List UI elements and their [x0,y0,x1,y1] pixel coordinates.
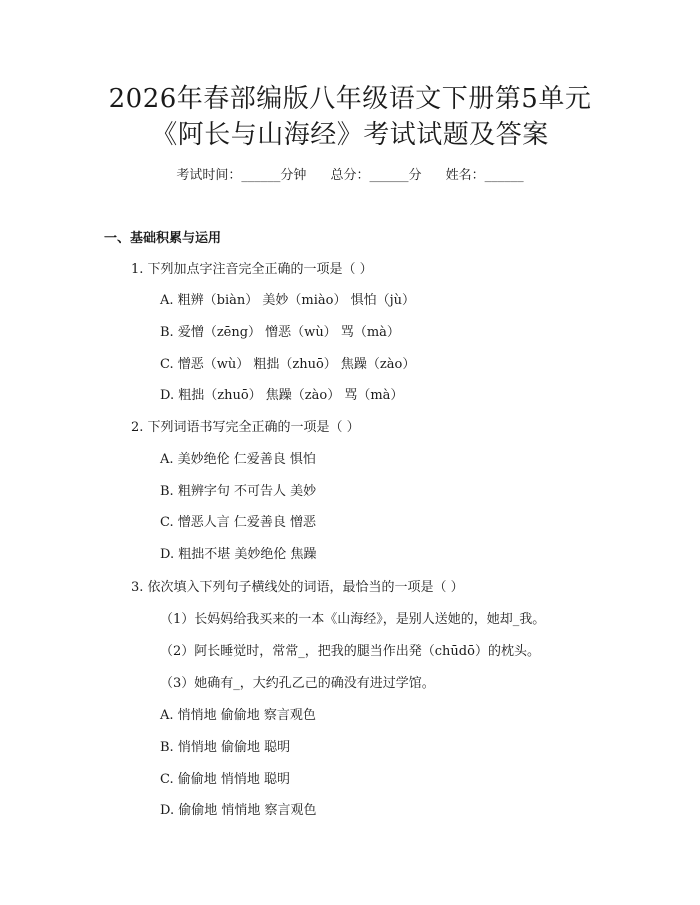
question-1-option-b: B. 爱憎（zēng） 憎恶（wù） 骂（mà） [160,325,400,340]
question-2-option-d: D. 粗拙不堪 美妙绝伦 焦躁 [160,547,317,562]
question-3-option-a: A. 悄悄地 偷偷地 察言观色 [160,708,316,723]
question-3-option-d: D. 偷偷地 悄悄地 察言观色 [160,803,317,818]
question-3-option-c: C. 偷偷地 悄悄地 聪明 [160,772,291,787]
section-heading: 一、基础积累与运用 [104,231,222,246]
question-2-stem: 2. 下列词语书写完全正确的一项是（ ） [131,420,360,435]
exam-title-line2: 《阿长与山海经》考试试题及答案 [151,120,549,150]
question-2-option-c: C. 憎恶人言 仁爱善良 憎恶 [160,515,317,530]
question-3-sentence-3: （3）她确有_，大约孔乙己的确没有进过学馆。 [160,676,435,691]
question-1-option-d: D. 粗拙（zhuō） 焦躁（zào） 骂（mà） [160,388,404,403]
question-1-option-a: A. 粗辨（biàn） 美妙（miào） 惧怕（jù） [160,293,415,308]
question-3-stem: 3. 依次填入下列句子横线处的词语，最恰当的一项是（ ） [131,580,464,595]
question-1-stem: 1. 下列加点字注音完全正确的一项是（ ） [131,262,373,277]
question-1-option-c: C. 憎恶（wù） 粗拙（zhuō） 焦躁（zào） [160,357,416,372]
question-2-option-a: A. 美妙绝伦 仁爱善良 惧怕 [160,452,316,467]
total-score-field: 总分：______分 [330,168,422,183]
exam-time-field: 考试时间：______分钟 [176,168,307,183]
question-3-sentence-2: （2）阿长睡觉时，常常_，把我的腿当作出発（chūdō）的枕头。 [160,644,540,659]
question-2-option-b: B. 粗辨字句 不可告人 美妙 [160,484,317,499]
exam-info [0,166,700,186]
exam-title-line1: 2026年春部编版八年级语文下册第5单元 [108,84,592,114]
question-3-option-b: B. 悄悄地 偷偷地 聪明 [160,740,291,755]
question-3-sentence-1: （1）长妈妈给我买来的一本《山海经》，是别人送她的，她却_我。 [160,612,546,627]
student-name-field: 姓名：______ [445,168,524,183]
